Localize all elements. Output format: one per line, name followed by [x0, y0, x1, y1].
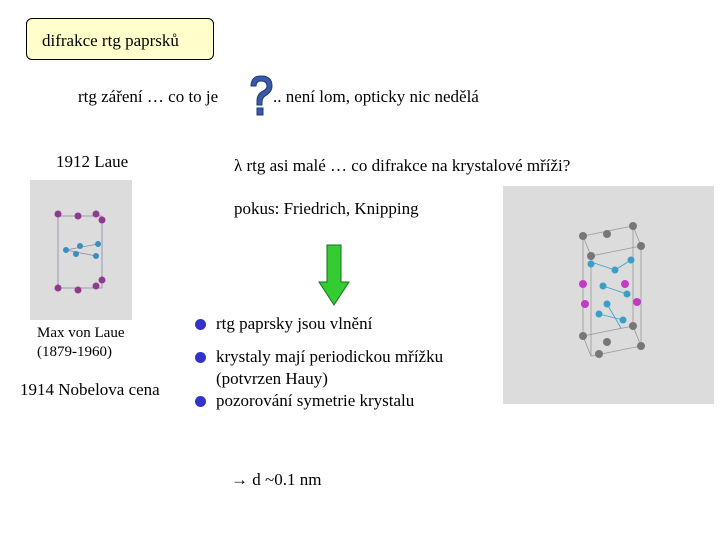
laue-year: 1912 Laue [56, 152, 129, 171]
list-item: pozorování symetrie krystalu [195, 390, 443, 412]
result-line: → d ~0.1 nm [231, 470, 322, 489]
crystal-structure-image-small [30, 180, 132, 320]
caption-years: (1879-1960) [37, 344, 112, 360]
list-item: rtg paprsky jsou vlnění [195, 313, 443, 335]
experiment-line: pokus: Friedrich, Knipping [234, 199, 419, 218]
crystal-structure-image-large [503, 186, 714, 404]
bullet-list [195, 313, 443, 412]
nobel-prize: 1914 Nobelova cena [20, 380, 160, 399]
arrow-down-icon [318, 244, 350, 306]
slide-title: difrakce rtg paprsků [42, 31, 179, 50]
bullet-icon [195, 319, 206, 330]
portrait-caption [37, 324, 157, 362]
bullet-icon [195, 396, 206, 407]
lambda-question: λ rtg asi malé … co difrakce na krystalové mříži? [234, 156, 571, 175]
question-line-left: rtg záření … co to je [78, 87, 219, 106]
bullet-icon [195, 352, 206, 363]
question-mark-icon [247, 74, 275, 118]
question-line-right: .. není lom, opticky nic nedělá [273, 87, 479, 106]
caption-name: Max von Laue [37, 325, 125, 341]
title-box [26, 18, 214, 60]
list-item: krystaly mají periodickou mřížku (potvrzen Hauy) [195, 346, 443, 390]
